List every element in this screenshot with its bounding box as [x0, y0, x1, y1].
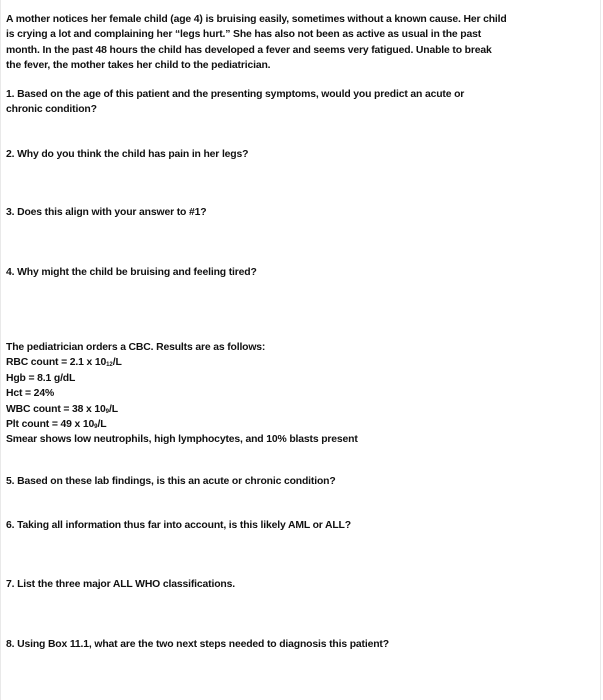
question-8: 8. Using Box 11.1, what are the two next steps needed to diagnosis this patient?: [6, 639, 389, 650]
scenario-line: is crying a lot and complaining her “legs hurt.” She has also not been as active as usual in the past: [6, 29, 482, 41]
hct-value: Hct = 24%: [6, 388, 55, 400]
question-4: 4. Why might the child be bruising and feeling tired?: [6, 267, 257, 278]
plt-exponent: 9: [94, 424, 98, 431]
question-6: 6. Taking all information thus far into account, is this likely AML or ALL?: [6, 520, 351, 531]
question-1-line: 1. Based on the age of this patient and the presenting symptoms, would you predict an acute or: [6, 89, 465, 100]
page-left-edge: [0, 0, 1, 700]
rbc-exponent: 12: [106, 362, 113, 369]
wbc-count: WBC count = 38 x $10_9/L$: [6, 403, 118, 415]
page-right-edge: [600, 0, 601, 700]
cbc-results: [6, 340, 586, 448]
question-5: 5. Based on these lab findings, is this an acute or chronic condition?: [6, 476, 336, 487]
plt-count: Plt count = 49 x $10_9/L$: [6, 419, 107, 431]
scenario-paragraph: [6, 12, 586, 74]
scenario-line: month. In the past 48 hours the child has developed a fever and seems very fatigued. Unable to break: [6, 44, 492, 56]
question-1-line: chronic condition?: [6, 104, 97, 116]
question-3: 3. Does this align with your answer to #1?: [6, 207, 207, 218]
hgb-value: Hgb = 8.1 g/dL: [6, 372, 76, 384]
scenario-line: the fever, the mother takes her child to the pediatrician.: [6, 60, 271, 72]
scenario-line: A mother notices her female child (age 4) is bruising easily, sometimes without a known cause. Her child: [6, 14, 507, 25]
question-1: [6, 87, 586, 118]
cbc-intro: The pediatrician orders a CBC. Results are as follows:: [6, 342, 266, 353]
smear-findings: Smear shows low neutrophils, high lymphocytes, and 10% blasts present: [6, 434, 358, 446]
wbc-exponent: 9: [105, 408, 109, 415]
question-7: 7. List the three major ALL WHO classifications.: [6, 579, 235, 590]
question-2: 2. Why do you think the child has pain in her legs?: [6, 149, 249, 160]
rbc-count: RBC count = 2.1 x $10_{12}/L$: [6, 357, 122, 369]
